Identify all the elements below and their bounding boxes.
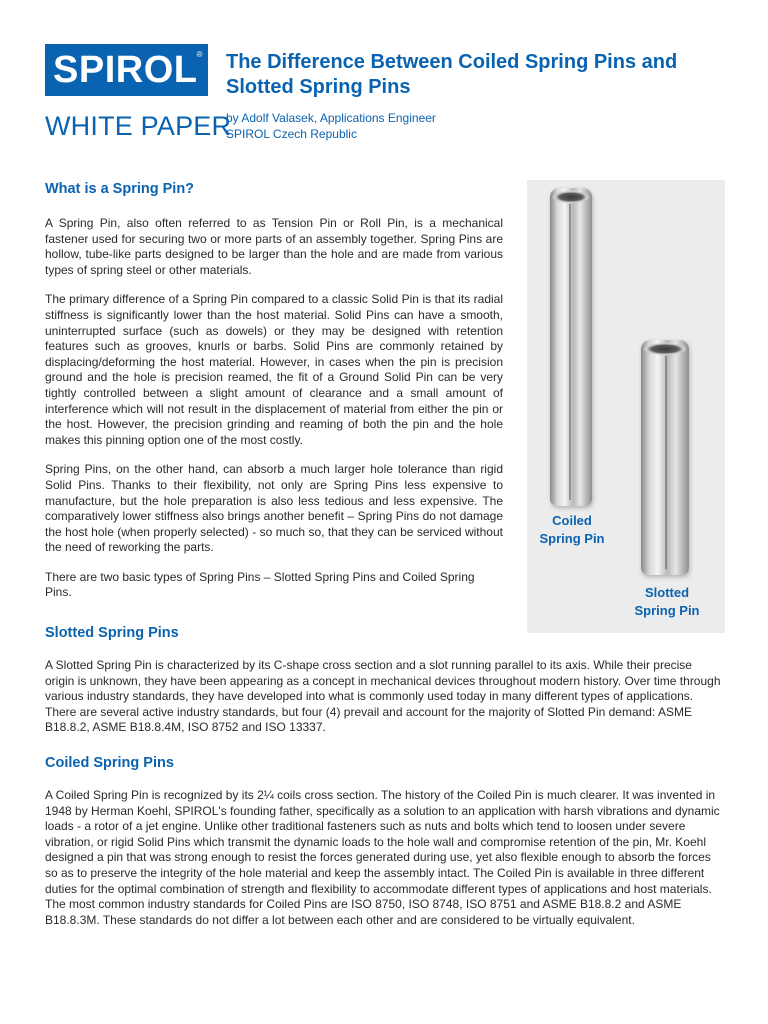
slotted-pin-end: [644, 343, 686, 355]
what-is-paragraph-4: There are two basic types of Spring Pins – Slotted Spring Pins and Coiled Spring Pins.: [45, 569, 475, 600]
slotted-caption-line-1: Slotted: [644, 585, 690, 600]
coiled-pin-caption: [527, 512, 617, 548]
author-line: by Adolf Valasek, Applications Engineer: [226, 111, 436, 125]
spring-pins-photo: [527, 180, 725, 633]
slotted-pin-caption: [622, 584, 712, 620]
doc-type-label: WHITE PAPER: [45, 111, 232, 141]
what-is-paragraph-3: Spring Pins, on the other hand, can absorb a much larger hole tolerance than rigid Solid Pins. Thanks to their flexibility, not only are Spring Pins less expensive to manufacture, but the hole preparation is also less tedious and less expensive. The comparatively lower stiffness also brings another benefit – Spring Pins do not damage the host hole (when properly selected) - so much so, that they can be serviced without the need of reworking the parts.: [45, 462, 503, 555]
coiled-caption-line-1: Coiled: [552, 513, 592, 528]
slotted-pin-image: [641, 340, 689, 575]
registered-mark: ®: [196, 50, 203, 59]
coiled-heading: Coiled Spring Pins: [45, 754, 174, 771]
what-is-paragraph-2: The primary difference of a Spring Pin compared to a classic Solid Pin is that its radial stiffness is significantly lower than the host material. Solid Pins can have a smooth, uninterrupted surface (such as dowels) or they may be designed with retention features such as grooves, knurls or barbs. Solid Pins are commonly retained by displacing/deforming the host material. However, in cases when the pin is precision ground and the hole is precision reamed, the fit of a Ground Solid Pin can be very tightly controlled between a slight amount of clearance and a small amount of interference which will not result in the displacement of material from either the pin or the host. However, the precision grinding and reaming of both the pin and the hole makes this pinning option one of the most costly.: [45, 292, 503, 447]
slotted-paragraph: A Slotted Spring Pin is characterized by its C-shape cross section and a slot running parallel to its axis. While their precise origin is unknown, they have been appearing as a concept in mechanical devices throughout modern history. Over time through various industry standards, they have developed into what is commonly used today in many different types of applications. There are several active industry standards, but four (4) prevail and account for the majority of Slotted Pin demand: ASME B18.8.2, ASME B18.8.4M, ISO 8752 and ISO 13337.: [45, 658, 721, 735]
what-is-paragraph-1: A Spring Pin, also often referred to as Tension Pin or Roll Pin, is a mechanical fastener used for securing two or more parts of an assembly together. Spring Pins are hollow, tube-like parts designed to be larger than the hole and are made from various types of spring steel or other materials.: [45, 216, 503, 277]
page-title: The Difference Between Coiled Spring Pins and Slotted Spring Pins: [226, 51, 678, 98]
lower-sections: [45, 624, 723, 928]
byline: [226, 110, 436, 142]
coiled-caption-line-2: Spring Pin: [539, 531, 605, 546]
logo-text: SPIROL: [53, 49, 198, 91]
what-is-section: [45, 180, 503, 601]
coiled-pin-seam: [569, 204, 571, 500]
slotted-caption-line-2: Spring Pin: [634, 603, 700, 618]
spirol-logo: [45, 44, 208, 96]
what-is-heading: What is a Spring Pin?: [45, 181, 195, 197]
coiled-pin-end: [553, 191, 589, 203]
slotted-heading: Slotted Spring Pins: [45, 625, 179, 641]
coiled-paragraph: A Coiled Spring Pin is recognized by its 2¼ coils cross section. The history of the Coiled Pin is much clearer. It was invented in 1948 by Herman Koehl, SPIROL's founding father, specifically as a solution to an application with harsh vibrations and dynamic loads - a rotor of a jet engine. Unlike other traditional fasteners such as nuts and bolts which tend to loosen under severe vibration, or rigid Solid Pins which transmit the dynamic loads to the hole wall and compromise retention of the pin, Mr. Koehl designed a pin that was strong enough to resist the forces generated during use, yet also flexible enough to absorb the forces so as to preserve the integrity of the hole material and keep the assembly intact. The Coiled Pin is available in three different duties for the optimal combination of strength and flexibility to accommodate different types of applications and host materials. The most common industry standards for Coiled Pins are ISO 8750, ISO 8748, ISO 8751 and ASME B18.8.2 and ASME B18.8.3M. These standards do not differ a lot between each other and are considered to be virtually equivalent.: [45, 787, 720, 927]
company-line: SPIROL Czech Republic: [226, 127, 357, 141]
slotted-pin-slot: [665, 356, 667, 569]
coiled-pin-image: [550, 188, 592, 506]
